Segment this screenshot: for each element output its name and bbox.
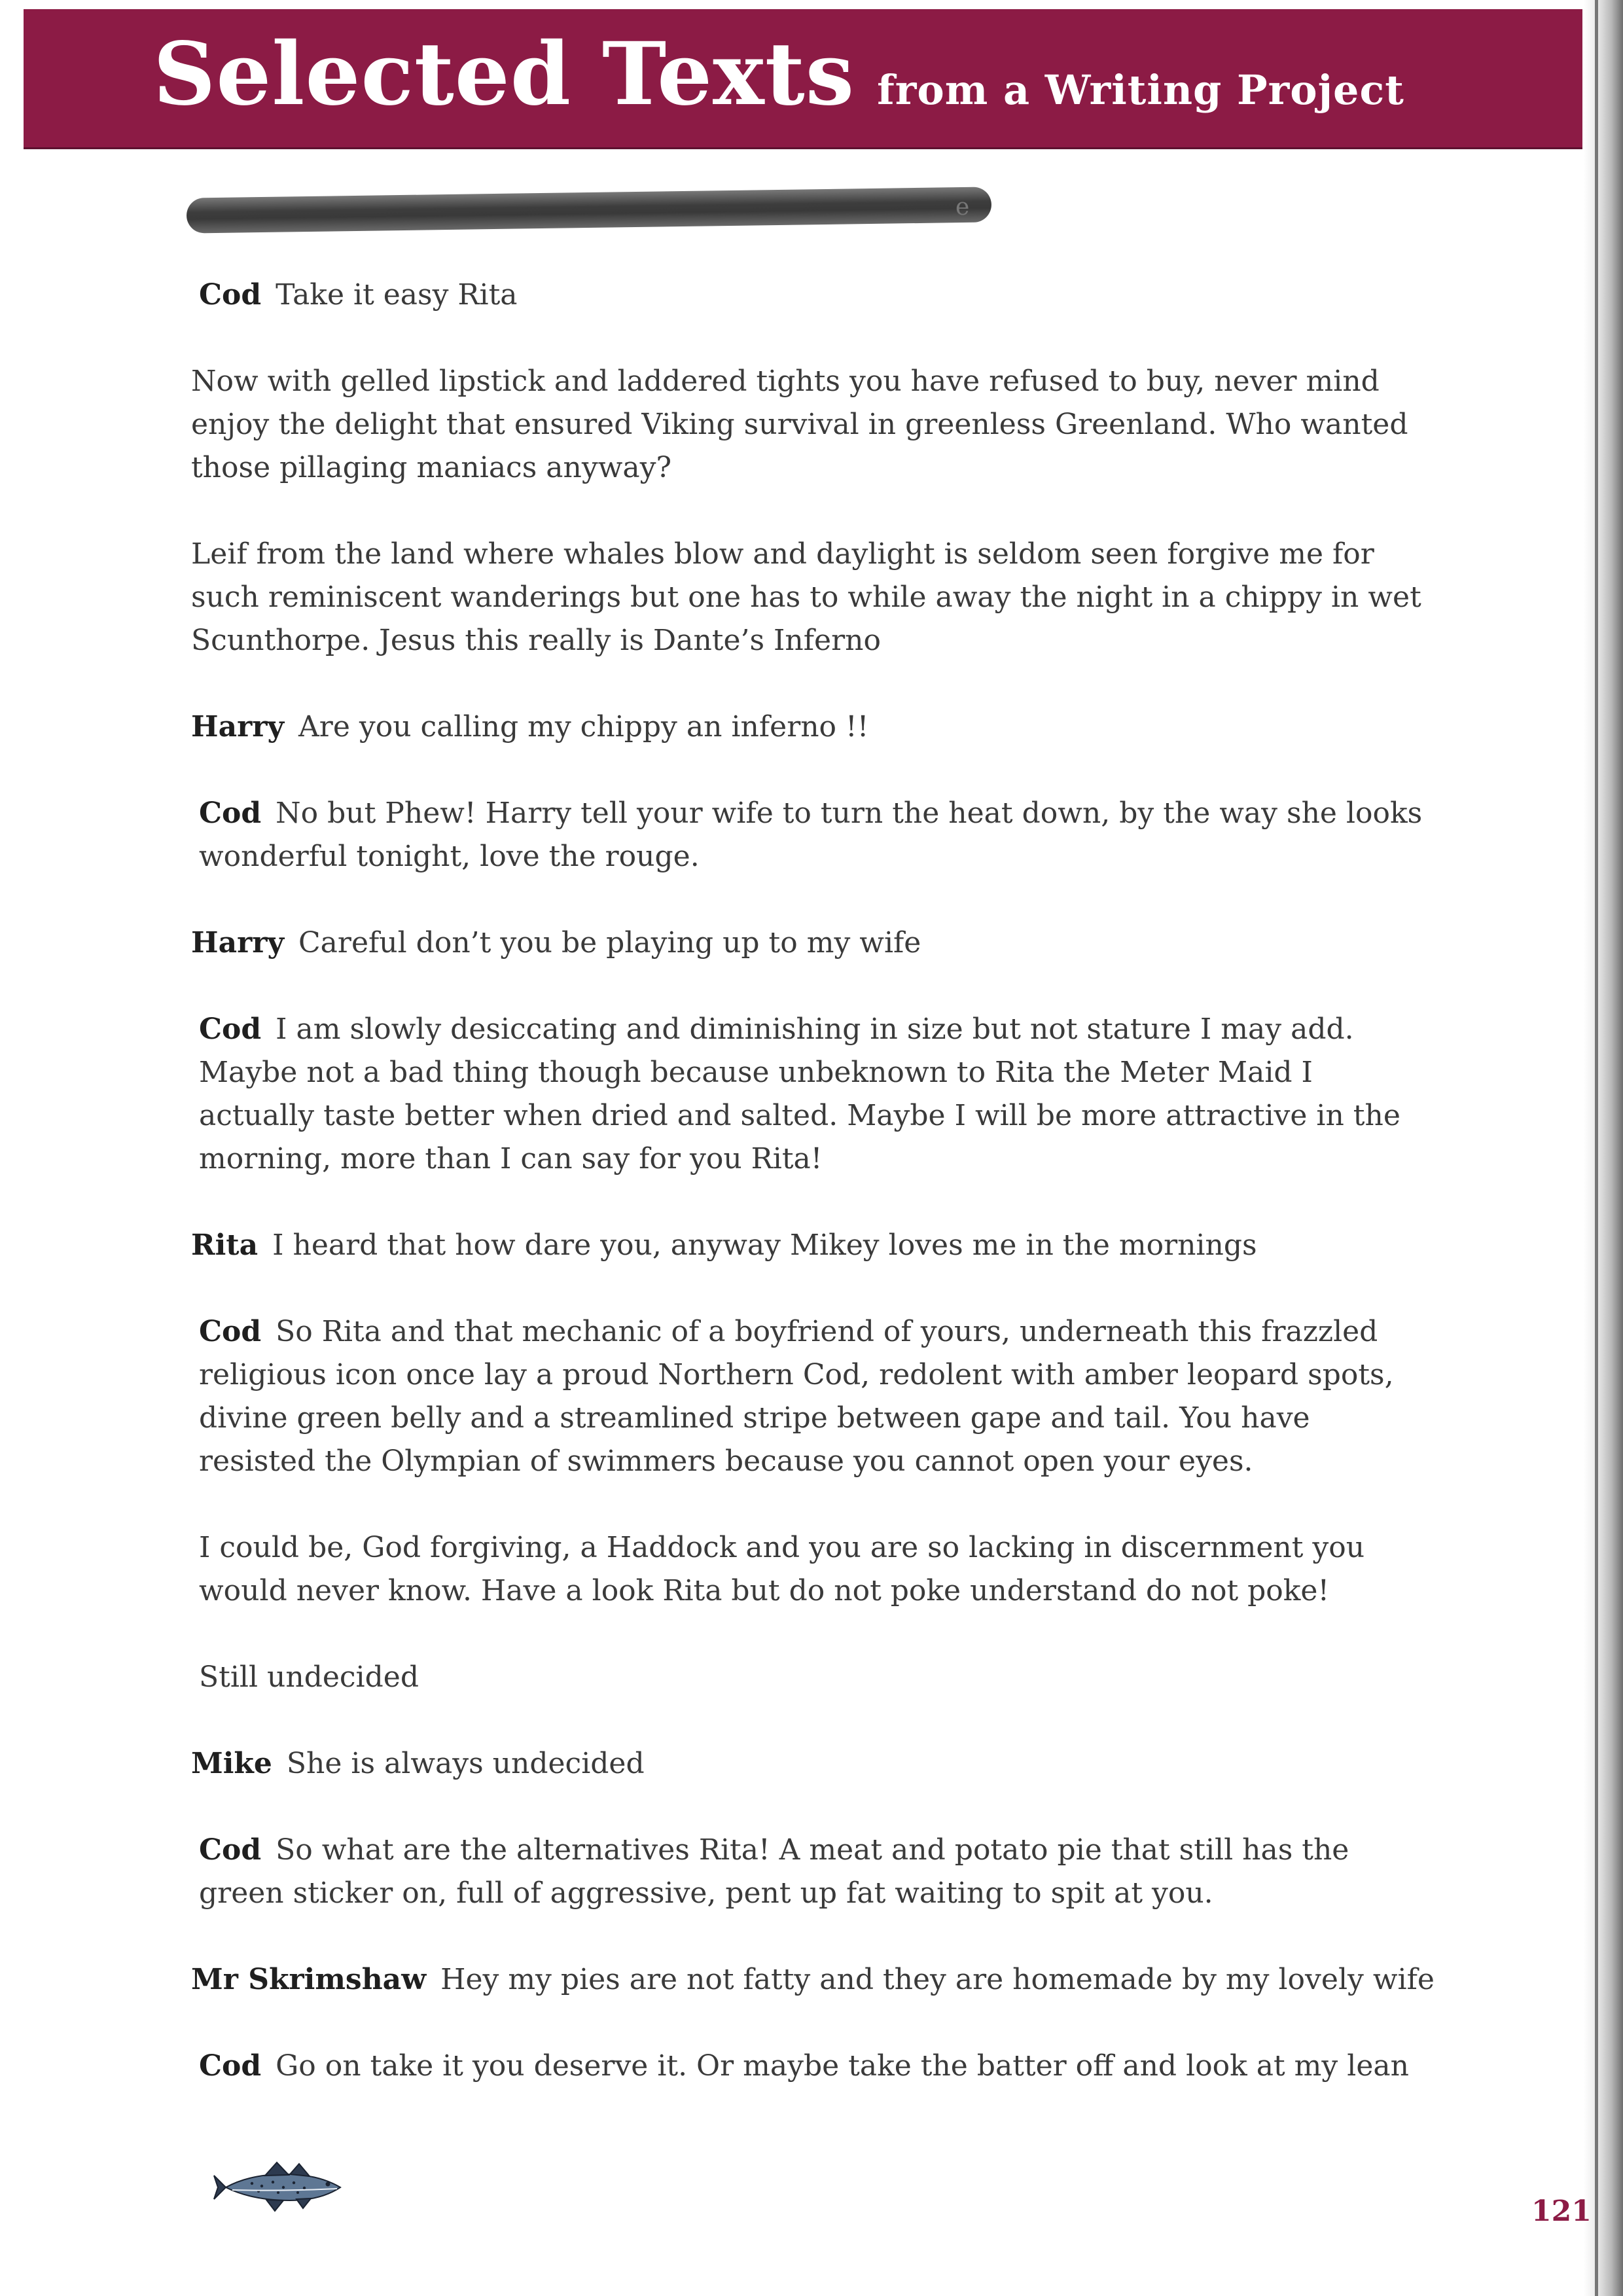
- dialogue-text: So what are the alternatives Rita! A meat and potato pie that still has the green sticker on, full of aggressive, pent up fat waiting to spit at you.: [199, 1833, 1349, 1910]
- speaker-name: Mr Skrimshaw: [191, 1963, 427, 1996]
- script-paragraph: [191, 1829, 1435, 1915]
- speaker-name: Harry: [191, 710, 285, 744]
- dialogue-text: Careful don’t you be playing up to my wife: [298, 926, 921, 960]
- speaker-name: Harry: [191, 926, 285, 960]
- speaker-name: Mike: [191, 1747, 272, 1780]
- speaker-name: Cod: [199, 1315, 262, 1348]
- page-title: [153, 24, 1404, 125]
- script-paragraph: [191, 274, 1435, 317]
- dialogue-text: So Rita and that mechanic of a boyfriend of yours, underneath this frazzled religious icon once lay a proud Northern Cod, redolent with amber leopard spots, divine green belly and a streamlined stripe between gape and tail. You have resisted the Olympian of swimmers because you cannot open your eyes.: [199, 1315, 1394, 1478]
- dialogue-text: I am slowly desiccating and diminishing in size but not stature I may add. Maybe not a bad thing though because unbeknown to Rita the Meter Maid I actually taste better when dried and salted. Maybe I will be more attractive in the morning, more than I can say for you Rita!: [199, 1013, 1400, 1175]
- dialogue-text: Still undecided: [199, 1660, 419, 1694]
- title-sub: from a Writing Project: [877, 66, 1404, 114]
- speaker-name: Cod: [199, 278, 262, 312]
- dialogue-text: Hey my pies are not fatty and they are homemade by my lovely wife: [440, 1963, 1435, 1996]
- dialogue-text: Go on take it you deserve it. Or maybe take the batter off and look at my lean: [276, 2049, 1409, 2083]
- script-paragraph: [191, 360, 1435, 490]
- dialogue-text: Take it easy Rita: [276, 278, 518, 312]
- script-paragraph: [191, 1224, 1435, 1267]
- speaker-name: Cod: [199, 1013, 262, 1046]
- dialogue-text: Now with gelled lipstick and laddered tights you have refused to buy, never mind enjoy the delight that ensured Viking survival in greenless Greenland. Who wanted those pillaging maniacs anyway?: [191, 365, 1408, 484]
- script-paragraph: [191, 792, 1435, 878]
- dialogue-text: She is always undecided: [286, 1747, 645, 1780]
- redacted-line-tail: e: [955, 194, 970, 221]
- dialogue-text: I could be, God forgiving, a Haddock and you are so lacking in discernment you would never know. Have a look Rita but do not poke understand do not poke!: [199, 1531, 1365, 1607]
- dialogue-text: Leif from the land where whales blow and daylight is seldom seen forgive me for such reminiscent wanderings but one has to while away the night in a chippy in wet Scunthorpe. Jesus this really is Dante’s Inferno: [191, 537, 1421, 657]
- script-paragraph: [191, 1742, 1435, 1785]
- speaker-name: Cod: [199, 797, 262, 830]
- page-number: 121: [1531, 2195, 1592, 2228]
- script-paragraph: [191, 1958, 1435, 2001]
- script-paragraph: [191, 1526, 1435, 1613]
- script-paragraph: [191, 922, 1435, 965]
- script-paragraph: [191, 706, 1435, 749]
- dialogue-text: I heard that how dare you, anyway Mikey loves me in the mornings: [272, 1229, 1257, 1262]
- script-paragraph: [191, 1656, 1435, 1699]
- script-paragraph: [191, 1310, 1435, 1483]
- dialogue-text: No but Phew! Harry tell your wife to turn the heat down, by the way she looks wonderful tonight, love the rouge.: [199, 797, 1423, 873]
- speaker-name: Cod: [199, 2049, 262, 2083]
- page-edge-shadow: [1584, 0, 1623, 2296]
- script-paragraph: [191, 533, 1435, 662]
- dialogue-text: Are you calling my chippy an inferno !!: [298, 710, 869, 744]
- speaker-name: Cod: [199, 1833, 262, 1867]
- title-main: Selected Texts: [153, 24, 855, 125]
- script-paragraph: [191, 2045, 1435, 2088]
- script-paragraph: [191, 1008, 1435, 1181]
- page-edge-line: [1595, 0, 1598, 2296]
- redacted-line: [187, 187, 992, 233]
- cod-fish-icon: [213, 2153, 357, 2219]
- title-banner: [24, 9, 1582, 149]
- speaker-name: Rita: [191, 1229, 259, 1262]
- play-script-text: [191, 274, 1435, 2131]
